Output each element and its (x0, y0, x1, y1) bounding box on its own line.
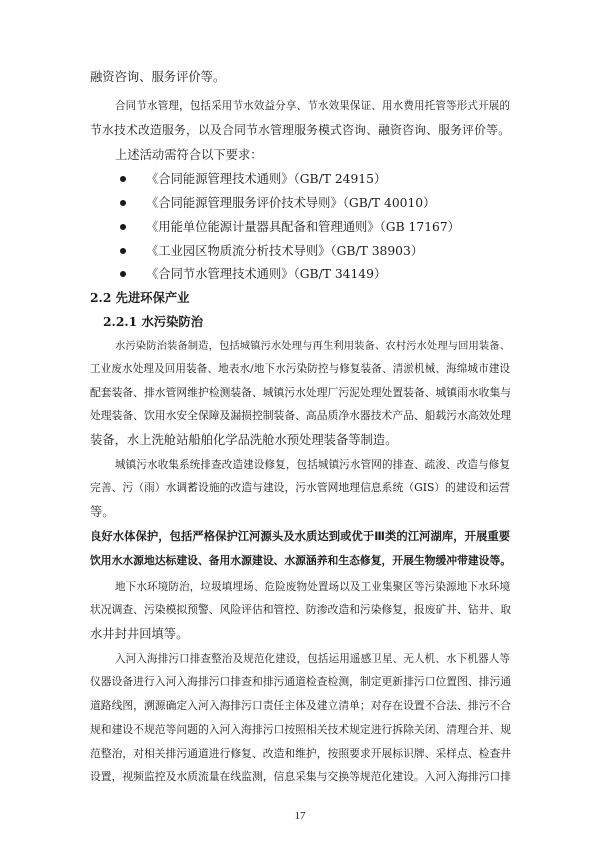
text-line: 入河入海排污口排查整治及规范化建设，包括运用遥感卫星、无人机、水下机器人等 (115, 653, 510, 665)
text-line: 规和建设不规范等问题的入河入海排污口按照相关技术规定进行拆除关闭、清理合并、规 (90, 723, 512, 736)
text-line: 设置，视频监控及水质流量在线监测，信息采集与交换等规范化建设。入河入海排污口排 (90, 770, 512, 783)
text-line: 装备，水上洗舱站船舶化学品洗舱水预处理装备等制造。 (90, 433, 398, 447)
text-line: 地下水环境防治，垃圾填埋场、危险废物处置场以及工业集聚区等污染源地下水环境 (115, 581, 510, 593)
bullet-text: 《合同能源管理技术通则》（GB/T 24915） (146, 172, 387, 186)
text-line: 处理装备、饮用水安全保障及漏损控制装备、高品质净水器技术产品、船载污水高效处理 (90, 409, 512, 422)
bullet-dot-icon (120, 224, 126, 230)
text-line: 良好水体保护，包括严格保护江河源头及水质达到或优于Ⅲ类的江河湖库，开展重要 (90, 530, 510, 543)
subsection-heading: 2.2.1 水污染防治 (103, 314, 203, 329)
section-heading: 2.2 先进环保产业 (90, 290, 190, 305)
text-line: 水污染防治装备制造，包括城镇污水处理与再生利用装备、农村污水处理与回用装备、 (115, 340, 510, 352)
text-line: 配套装备、排水管网维护检测装备、城镇污水处理厂污泥处理处置装备、城镇雨水收集与 (90, 386, 512, 399)
text-line: 融资咨询、服务评价等。 (90, 70, 226, 84)
bullet-dot-icon (120, 176, 126, 182)
text-line: 状况调查、污染模拟预警、风险评估和管控、防渗改造和污染修复，报废矿井、钻井、取 (90, 603, 512, 616)
bullet-text: 《合同能源管理服务评价技术导则》（GB/T 40010） (146, 196, 436, 210)
text-line: 节水技术改造服务，以及合同节水管理服务模式咨询、融资咨询、服务评价等。 (90, 123, 510, 137)
text-line: 上述活动需符合以下要求： (115, 148, 263, 162)
bullet-text: 《用能单位能源计量器具配备和管理通则》（GB 17167） (146, 220, 460, 234)
text-line: 饮用水水源地达标建设、备用水源建设、水源涵养和生态修复，开展生物缓冲带建设等。 (90, 554, 512, 567)
text-line: 城镇污水收集系统排查改造建设修复，包括城镇污水管网的排查、疏浚、改造与修复 (115, 459, 510, 471)
text-line: 完善、污（雨）水调蓄设施的改造与建设，污水管网地理信息系统（GIS）的建设和运营 (90, 481, 510, 494)
bullet-text: 《合同节水管理技术通则》（GB/T 34149） (146, 267, 387, 281)
bullet-text: 《工业园区物质流分析技术导则》（GB/T 38903） (146, 244, 424, 258)
bullet-dot-icon (120, 271, 126, 277)
text-line: 仪器设备进行入河入海排污口排查和排污通道检查检测，制定更新排污口位置图、排污通 (90, 675, 512, 688)
text-line: 合同节水管理，包括采用节水效益分享、节水效果保证、用水费用托管等形式开展的 (115, 100, 510, 112)
bullet-dot-icon (120, 200, 126, 206)
text-line: 水井封井回填等。 (90, 627, 189, 641)
bullet-dot-icon (120, 248, 126, 254)
text-line: 工业废水处理及回用装备、地表水/地下水污染防控与修复装备、清淤机械、海绵城市建设 (90, 363, 510, 375)
text-line: 等。 (90, 505, 115, 519)
page-number: 17 (294, 810, 306, 822)
text-line: 道路线图，溯源确定入河入海排污口责任主体及建立清单；对存在设置不合法、排污不合 (90, 699, 512, 712)
text-line: 范整治，对相关排污通道进行修复、改造和维护，按照要求开展标识牌、采样点、检查井 (90, 747, 512, 760)
